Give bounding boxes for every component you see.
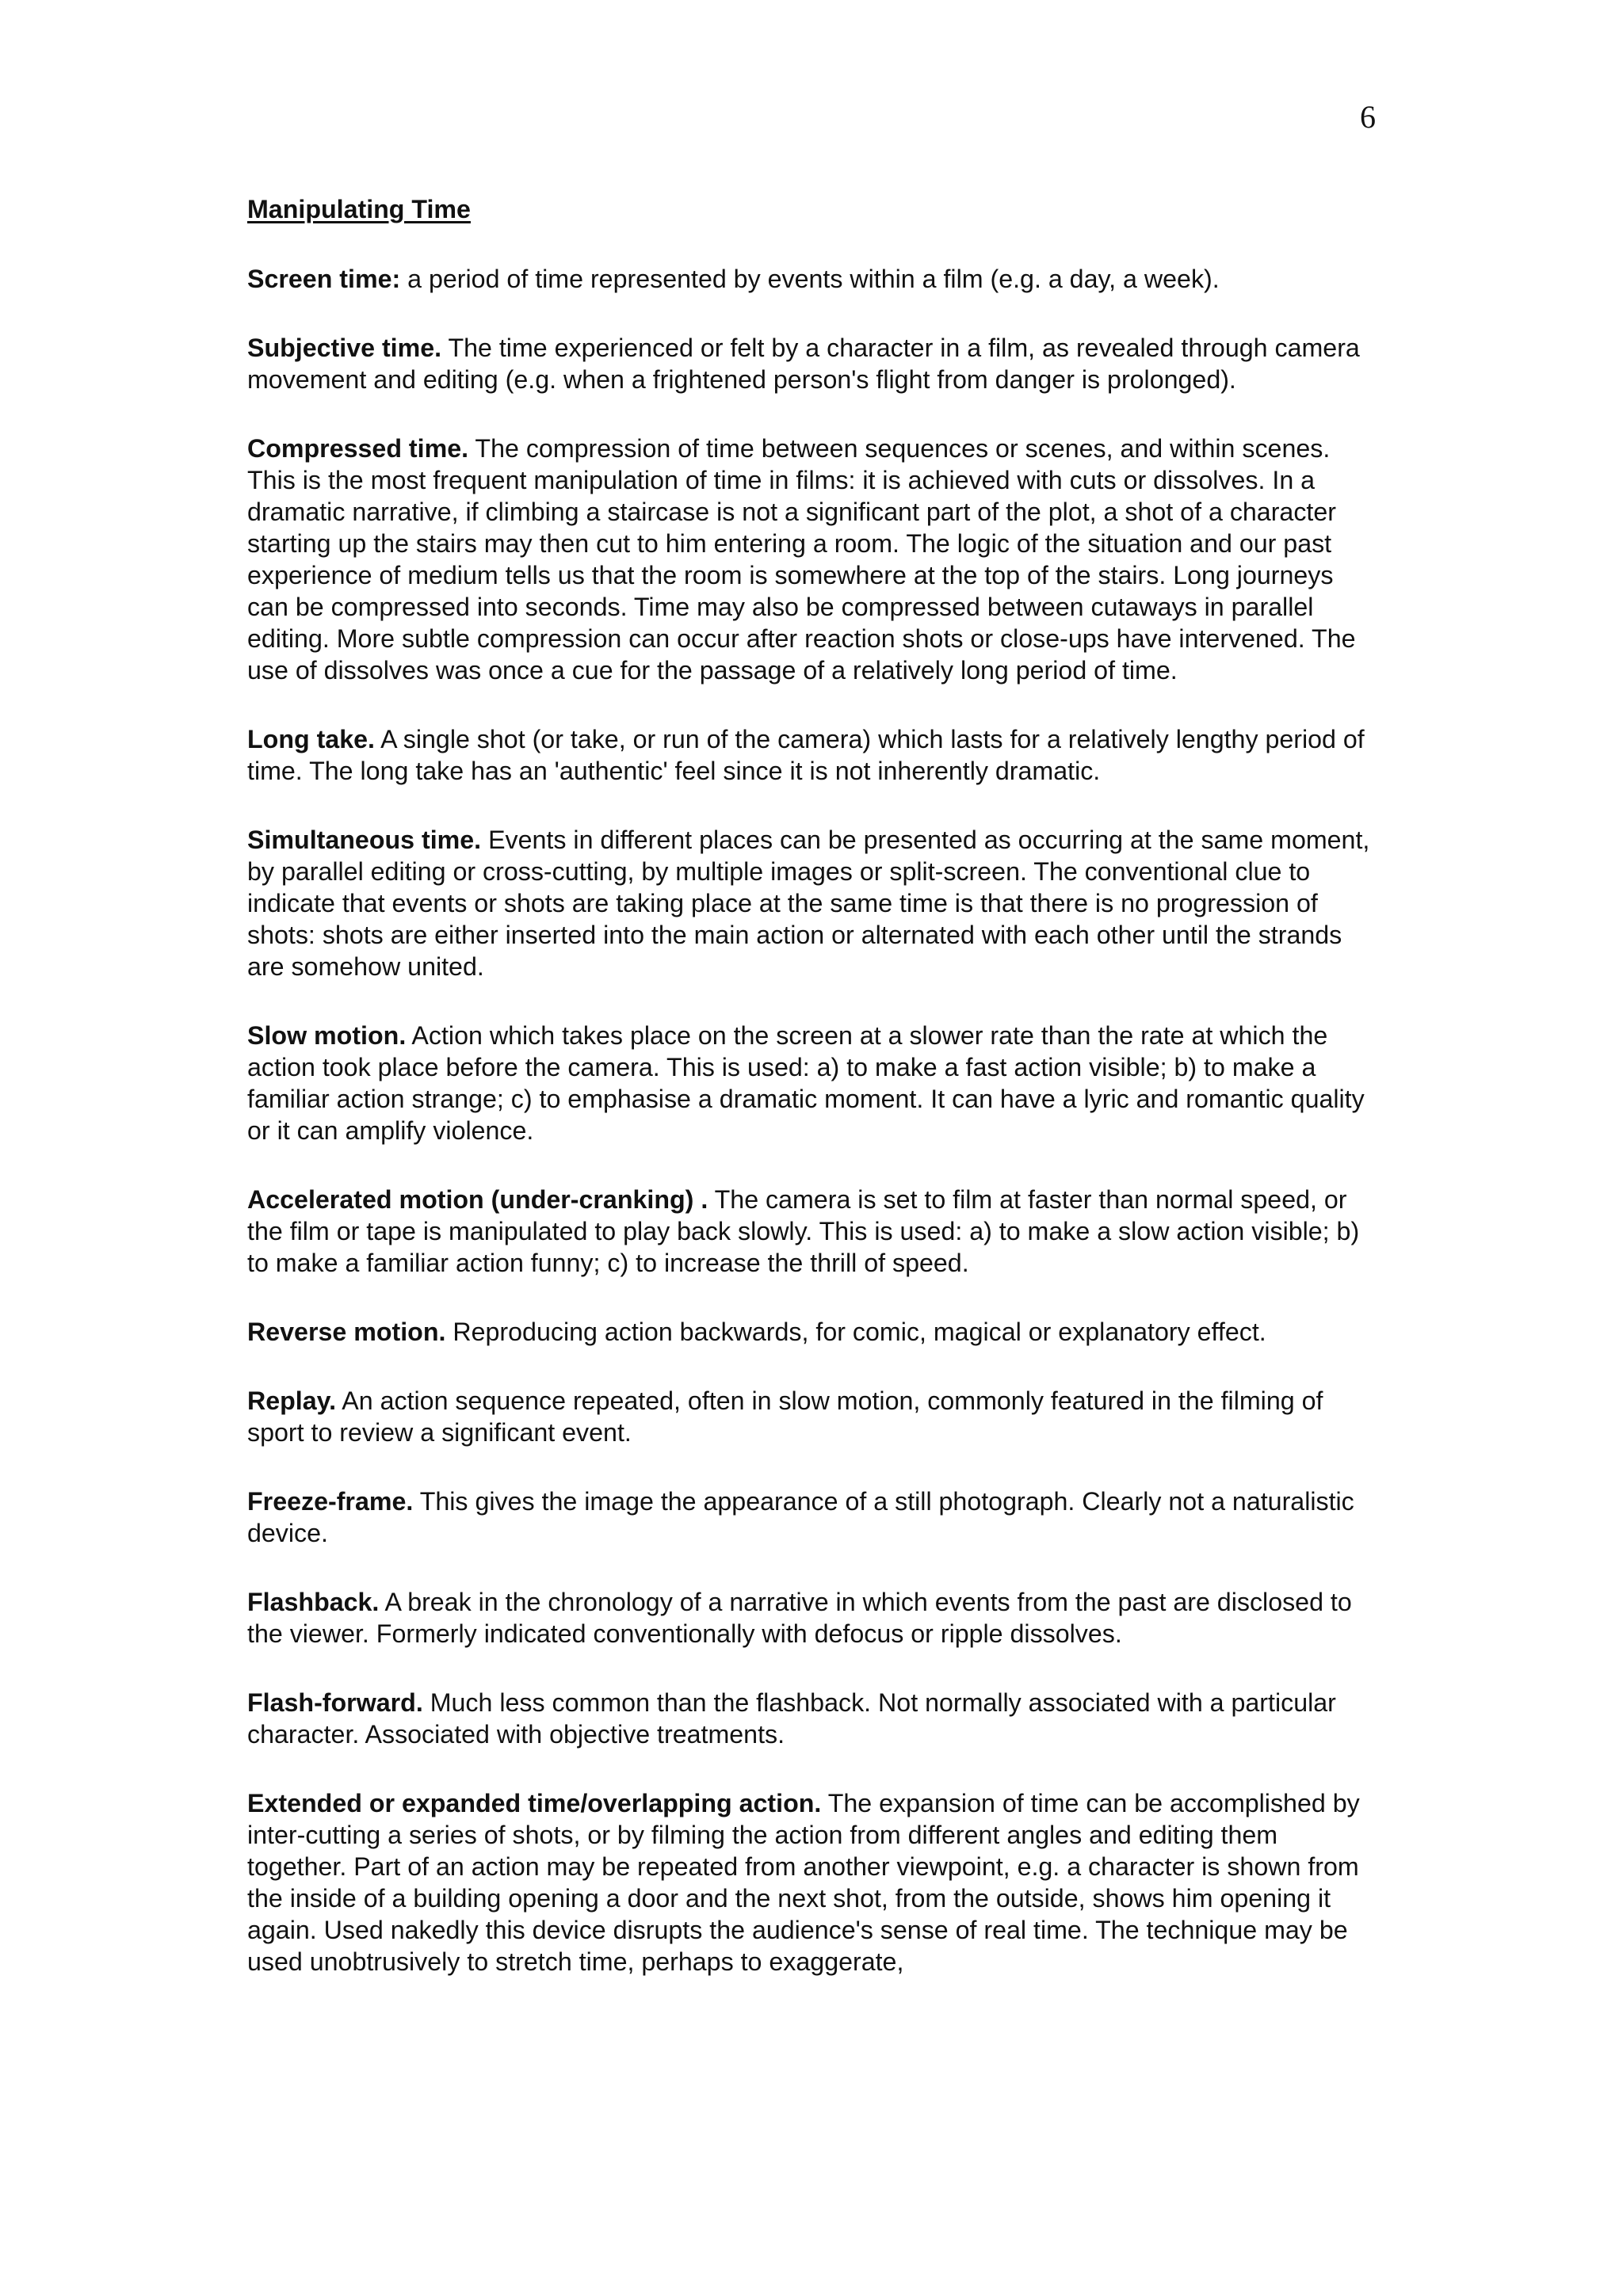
- glossary-entry-compressed-time: [247, 433, 1374, 686]
- glossary-definition: The camera is set to film at faster than normal speed, or the film or tape is manipulated to play back slowly. This is used: a) to make a slow action visible; b) to make a familiar action funny; c) to increase the thrill of speed.: [247, 1185, 1360, 1277]
- glossary-definition: The time experienced or felt by a character in a film, as revealed through camera movement and editing (e.g. when a frightened person's flight from danger is prolonged).: [247, 334, 1360, 394]
- glossary-term: Screen time:: [247, 265, 401, 293]
- glossary-definition: a period of time represented by events within a film (e.g. a day, a week).: [400, 265, 1220, 293]
- glossary-definition: Events in different places can be presented as occurring at the same moment, by parallel editing or cross-cutting, by multiple images or split-screen. The conventional clue to indicate that events or shots are taking place at the same time is that there is no progression of shots: shots are either inserted into the main action or alternated with each other until the strands are somehow united.: [247, 826, 1370, 981]
- glossary-entry-reverse-motion: [247, 1316, 1374, 1348]
- glossary-entry-long-take: [247, 723, 1374, 787]
- glossary-term: Flash-forward.: [247, 1688, 423, 1717]
- page-number: 6: [1360, 99, 1376, 135]
- glossary-definition: The compression of time between sequences or scenes, and within scenes. This is the most frequent manipulation of time in films: it is achieved with cuts or dissolves. In a dramatic narrative, if climbing a staircase is not a significant part of the plot, a shot of a character starting up the stairs may then cut to him entering a room. The logic of the situation and our past experience of medium tells us that the room is somewhere at the top of the stairs. Long journeys can be compressed into seconds. Time may also be compressed between cutaways in parallel editing. More subtle compression can occur after reaction shots or close-ups have intervened. The use of dissolves was once a cue for the passage of a relatively long period of time.: [247, 434, 1356, 685]
- glossary-term: Subjective time.: [247, 334, 442, 362]
- glossary-term: Freeze-frame.: [247, 1487, 414, 1516]
- glossary-definition: Reproducing action backwards, for comic, magical or explanatory effect.: [445, 1318, 1266, 1346]
- glossary-entry-subjective-time: [247, 332, 1374, 395]
- glossary-term: Replay.: [247, 1386, 337, 1415]
- glossary-entry-flash-forward: [247, 1687, 1374, 1750]
- glossary-entry-simultaneous-time: [247, 824, 1374, 982]
- section-heading: Manipulating Time: [247, 195, 471, 223]
- glossary-definition: The expansion of time can be accomplished by inter-cutting a series of shots, or by filming the action from different angles and editing them together. Part of an action may be repeated from another viewpoint, e.g. a character is shown from the inside of a building opening a door and the next shot, from the outside, shows him opening it again. Used nakedly this device disrupts the audience's sense of real time. The technique may be used unobtrusively to stretch time, perhaps to exaggerate,: [247, 1789, 1360, 1976]
- glossary-entry-replay: [247, 1385, 1374, 1448]
- glossary-definition: A break in the chronology of a narrative in which events from the past are disclosed to the viewer. Formerly indicated conventionally with defocus or ripple dissolves.: [247, 1588, 1352, 1648]
- glossary-term: Slow motion.: [247, 1021, 407, 1050]
- glossary-entry-freeze-frame: [247, 1486, 1374, 1549]
- glossary-definition: Action which takes place on the screen at a slower rate than the rate at which the action took place before the camera. This is used: a) to make a fast action visible; b) to make a familiar action strange; c) to emphasise a dramatic moment. It can have a lyric and romantic quality or it can amplify violence.: [247, 1021, 1365, 1145]
- glossary-entry-flashback: [247, 1586, 1374, 1650]
- glossary-definition: This gives the image the appearance of a still photograph. Clearly not a naturalistic device.: [247, 1487, 1354, 1547]
- glossary-term: Reverse motion.: [247, 1318, 446, 1346]
- glossary-term: Flashback.: [247, 1588, 380, 1616]
- glossary-term: Compressed time.: [247, 434, 469, 463]
- glossary-term: Long take.: [247, 725, 375, 753]
- glossary-term: Accelerated motion (under-cranking) .: [247, 1185, 708, 1214]
- glossary-term: Simultaneous time.: [247, 826, 482, 854]
- glossary-definition: Much less common than the flashback. Not normally associated with a particular character. Associated with objective treatments.: [247, 1688, 1336, 1749]
- glossary-term: Extended or expanded time/overlapping action.: [247, 1789, 822, 1817]
- glossary-definition: A single shot (or take, or run of the camera) which lasts for a relatively lengthy period of time. The long take has an 'authentic' feel since it is not inherently dramatic.: [247, 725, 1365, 785]
- glossary-entry-extended-time: [247, 1787, 1374, 1978]
- glossary-entry-screen-time: [247, 263, 1374, 295]
- glossary-entry-slow-motion: [247, 1020, 1374, 1146]
- glossary-entry-accelerated-motion: [247, 1184, 1374, 1279]
- glossary-definition: An action sequence repeated, often in slow motion, commonly featured in the filming of sport to review a significant event.: [247, 1386, 1323, 1447]
- document-body: [247, 193, 1374, 2015]
